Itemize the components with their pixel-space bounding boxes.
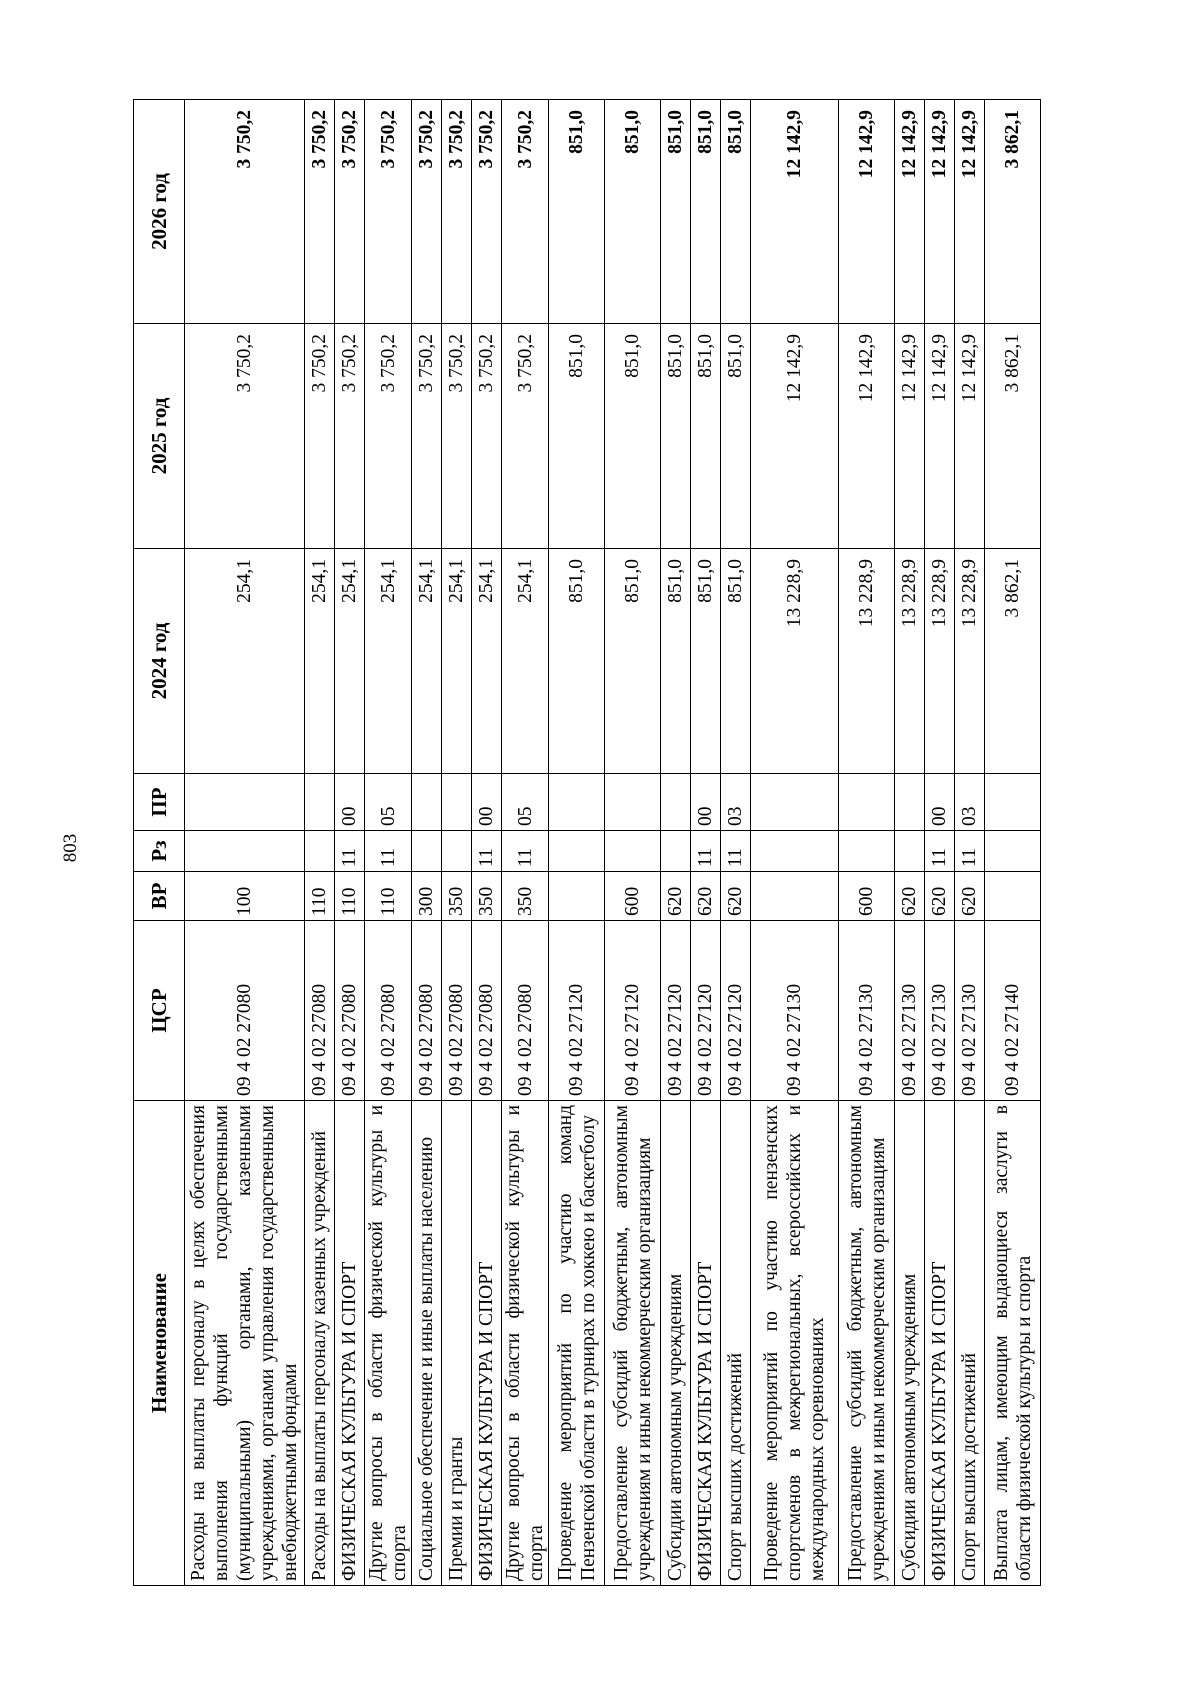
cell-csr: 09 4 02 27120 (605, 921, 661, 1101)
table-row (751, 100, 839, 1586)
cell-y2025: 12 142,9 (839, 324, 895, 549)
cell-y2024: 254,1 (412, 549, 442, 774)
cell-name: Премии и гранты (442, 1101, 472, 1586)
cell-csr: 09 4 02 27120 (691, 921, 721, 1101)
cell-rz: 11 (955, 831, 985, 872)
cell-pr (185, 774, 305, 831)
cell-pr: 00 (335, 774, 365, 831)
cell-y2024: 13 228,9 (925, 549, 955, 774)
cell-rz: 11 (365, 831, 412, 872)
cell-name: Расходы на выплаты персоналу в целях обеспечения выполнения функций государственными (муниципальными) органами, казенными учреждениями, органами управления государственными внебюджетными фондами (185, 1101, 305, 1586)
cell-rz (895, 831, 925, 872)
cell-csr: 09 4 02 27080 (412, 921, 442, 1101)
cell-name: Выплата лицам, имеющим выдающиеся заслуги в области физической культуры и спорта (985, 1101, 1041, 1586)
table-row (502, 100, 549, 1586)
cell-pr (895, 774, 925, 831)
cell-y2025: 851,0 (549, 324, 605, 549)
table-body (185, 100, 1041, 1586)
cell-y2026: 3 750,2 (305, 100, 335, 324)
cell-csr: 09 4 02 27130 (925, 921, 955, 1101)
header-2025: 2025 год (134, 324, 185, 549)
cell-vr: 620 (691, 872, 721, 921)
cell-name: Спорт высших достижений (955, 1101, 985, 1586)
table-row (925, 100, 955, 1586)
cell-y2026: 12 142,9 (839, 100, 895, 324)
cell-vr: 620 (895, 872, 925, 921)
cell-vr: 350 (442, 872, 472, 921)
cell-y2024: 254,1 (305, 549, 335, 774)
cell-pr: 00 (472, 774, 502, 831)
cell-name: ФИЗИЧЕСКАЯ КУЛЬТУРА И СПОРТ (691, 1101, 721, 1586)
cell-rz (412, 831, 442, 872)
header-rz: Рз (134, 831, 185, 872)
cell-y2024: 851,0 (721, 549, 751, 774)
cell-pr (985, 774, 1041, 831)
cell-y2024: 254,1 (472, 549, 502, 774)
cell-name: ФИЗИЧЕСКАЯ КУЛЬТУРА И СПОРТ (335, 1101, 365, 1586)
cell-y2025: 851,0 (661, 324, 691, 549)
cell-y2025: 3 750,2 (442, 324, 472, 549)
cell-y2024: 254,1 (365, 549, 412, 774)
cell-rz: 11 (925, 831, 955, 872)
cell-rz (605, 831, 661, 872)
cell-y2025: 3 750,2 (335, 324, 365, 549)
cell-y2025: 12 142,9 (751, 324, 839, 549)
cell-y2026: 3 750,2 (442, 100, 472, 324)
cell-csr: 09 4 02 27080 (335, 921, 365, 1101)
cell-vr (751, 872, 839, 921)
cell-vr: 100 (185, 872, 305, 921)
cell-vr: 300 (412, 872, 442, 921)
cell-csr: 09 4 02 27080 (502, 921, 549, 1101)
cell-name: Проведение мероприятий по участию пензенских спортсменов в межрегиональных, всероссийских и международных соревнованиях (751, 1101, 839, 1586)
table-row (442, 100, 472, 1586)
cell-y2024: 851,0 (549, 549, 605, 774)
rotated-table-container (133, 100, 1035, 1586)
cell-pr (442, 774, 472, 831)
cell-y2026: 12 142,9 (895, 100, 925, 324)
cell-y2024: 254,1 (502, 549, 549, 774)
header-vr: ВР (134, 872, 185, 921)
cell-rz: 11 (691, 831, 721, 872)
cell-name: Предоставление субсидий бюджетным, автономным учреждениям и иным некоммерческим организациям (605, 1101, 661, 1586)
cell-y2025: 851,0 (721, 324, 751, 549)
cell-y2024: 13 228,9 (839, 549, 895, 774)
cell-y2025: 3 750,2 (305, 324, 335, 549)
cell-pr: 03 (955, 774, 985, 831)
cell-pr: 03 (721, 774, 751, 831)
cell-csr: 09 4 02 27080 (305, 921, 335, 1101)
page-number: 803 (60, 833, 81, 863)
table-row (365, 100, 412, 1586)
cell-rz (185, 831, 305, 872)
cell-y2026: 3 750,2 (472, 100, 502, 324)
cell-csr: 09 4 02 27140 (985, 921, 1041, 1101)
cell-name: Субсидии автономным учреждениям (895, 1101, 925, 1586)
table-row (605, 100, 661, 1586)
table-row (335, 100, 365, 1586)
cell-y2026: 3 750,2 (412, 100, 442, 324)
cell-y2025: 12 142,9 (925, 324, 955, 549)
cell-name: Предоставление субсидий бюджетным, автономным учреждениям и иным некоммерческим организациям (839, 1101, 895, 1586)
cell-y2024: 3 862,1 (985, 549, 1041, 774)
cell-rz (985, 831, 1041, 872)
cell-csr: 09 4 02 27120 (549, 921, 605, 1101)
cell-pr (412, 774, 442, 831)
cell-y2026: 851,0 (605, 100, 661, 324)
cell-y2026: 851,0 (549, 100, 605, 324)
cell-csr: 09 4 02 27130 (895, 921, 925, 1101)
cell-y2025: 3 750,2 (365, 324, 412, 549)
header-2024: 2024 год (134, 549, 185, 774)
cell-y2026: 851,0 (721, 100, 751, 324)
cell-y2024: 13 228,9 (751, 549, 839, 774)
cell-csr: 09 4 02 27080 (472, 921, 502, 1101)
cell-rz: 11 (721, 831, 751, 872)
cell-rz (305, 831, 335, 872)
table-row (412, 100, 442, 1586)
cell-pr (751, 774, 839, 831)
cell-vr: 350 (502, 872, 549, 921)
cell-y2026: 3 750,2 (335, 100, 365, 324)
cell-name: ФИЗИЧЕСКАЯ КУЛЬТУРА И СПОРТ (472, 1101, 502, 1586)
cell-y2025: 3 750,2 (185, 324, 305, 549)
cell-vr: 110 (335, 872, 365, 921)
cell-y2024: 13 228,9 (895, 549, 925, 774)
cell-y2026: 3 862,1 (985, 100, 1041, 324)
cell-csr: 09 4 02 27120 (661, 921, 691, 1101)
table-row (691, 100, 721, 1586)
table-row (895, 100, 925, 1586)
cell-vr: 620 (955, 872, 985, 921)
cell-rz: 11 (335, 831, 365, 872)
cell-y2026: 3 750,2 (185, 100, 305, 324)
cell-y2025: 12 142,9 (895, 324, 925, 549)
table-row (549, 100, 605, 1586)
cell-y2026: 851,0 (661, 100, 691, 324)
cell-name: Социальное обеспечение и иные выплаты населению (412, 1101, 442, 1586)
budget-table (133, 99, 1041, 1586)
cell-vr: 110 (365, 872, 412, 921)
cell-y2026: 12 142,9 (751, 100, 839, 324)
cell-name: ФИЗИЧЕСКАЯ КУЛЬТУРА И СПОРТ (925, 1101, 955, 1586)
cell-y2024: 254,1 (185, 549, 305, 774)
cell-y2024: 13 228,9 (955, 549, 985, 774)
cell-pr (549, 774, 605, 831)
cell-pr (605, 774, 661, 831)
header-csr: ЦСР (134, 921, 185, 1101)
cell-rz (661, 831, 691, 872)
table-row (985, 100, 1041, 1586)
cell-rz (839, 831, 895, 872)
table-row (185, 100, 305, 1586)
cell-csr: 09 4 02 27130 (839, 921, 895, 1101)
cell-y2025: 12 142,9 (955, 324, 985, 549)
table-row (721, 100, 751, 1586)
cell-vr: 620 (661, 872, 691, 921)
cell-rz (751, 831, 839, 872)
cell-y2026: 12 142,9 (955, 100, 985, 324)
table-row (839, 100, 895, 1586)
cell-vr: 600 (839, 872, 895, 921)
cell-vr: 620 (721, 872, 751, 921)
cell-csr: 09 4 02 27130 (955, 921, 985, 1101)
cell-name: Субсидии автономным учреждениям (661, 1101, 691, 1586)
cell-y2026: 851,0 (691, 100, 721, 324)
cell-pr (839, 774, 895, 831)
header-name: Наименование (134, 1101, 185, 1586)
cell-vr: 350 (472, 872, 502, 921)
header-pr: ПР (134, 774, 185, 831)
cell-name: Другие вопросы в области физической культуры и спорта (502, 1101, 549, 1586)
cell-y2026: 3 750,2 (365, 100, 412, 324)
cell-pr: 05 (365, 774, 412, 831)
cell-rz: 11 (502, 831, 549, 872)
cell-name: Другие вопросы в области физической культуры и спорта (365, 1101, 412, 1586)
cell-vr (549, 872, 605, 921)
header-2026: 2026 год (134, 100, 185, 324)
cell-pr: 05 (502, 774, 549, 831)
table-row (472, 100, 502, 1586)
cell-vr: 600 (605, 872, 661, 921)
cell-y2025: 3 750,2 (472, 324, 502, 549)
cell-csr: 09 4 02 27080 (185, 921, 305, 1101)
cell-y2025: 3 750,2 (502, 324, 549, 549)
cell-y2026: 12 142,9 (925, 100, 955, 324)
cell-csr: 09 4 02 27080 (365, 921, 412, 1101)
cell-vr: 620 (925, 872, 955, 921)
cell-y2025: 3 750,2 (412, 324, 442, 549)
cell-pr (661, 774, 691, 831)
cell-name: Проведение мероприятий по участию команд Пензенской области в турнирах по хоккею и баскетболу (549, 1101, 605, 1586)
cell-rz (549, 831, 605, 872)
cell-pr: 00 (691, 774, 721, 831)
cell-csr: 09 4 02 27080 (442, 921, 472, 1101)
cell-y2024: 254,1 (335, 549, 365, 774)
cell-y2024: 851,0 (661, 549, 691, 774)
cell-y2025: 851,0 (691, 324, 721, 549)
cell-rz (442, 831, 472, 872)
cell-y2024: 851,0 (605, 549, 661, 774)
cell-y2026: 3 750,2 (502, 100, 549, 324)
cell-vr: 110 (305, 872, 335, 921)
cell-name: Спорт высших достижений (721, 1101, 751, 1586)
cell-y2024: 851,0 (691, 549, 721, 774)
table-row (955, 100, 985, 1586)
cell-y2024: 254,1 (442, 549, 472, 774)
cell-y2025: 851,0 (605, 324, 661, 549)
cell-csr: 09 4 02 27120 (721, 921, 751, 1101)
table-header-row (134, 100, 185, 1586)
cell-vr (985, 872, 1041, 921)
cell-csr: 09 4 02 27130 (751, 921, 839, 1101)
cell-rz: 11 (472, 831, 502, 872)
table-row (305, 100, 335, 1586)
cell-pr (305, 774, 335, 831)
cell-pr: 00 (925, 774, 955, 831)
cell-y2025: 3 862,1 (985, 324, 1041, 549)
cell-name: Расходы на выплаты персоналу казенных учреждений (305, 1101, 335, 1586)
table-row (661, 100, 691, 1586)
